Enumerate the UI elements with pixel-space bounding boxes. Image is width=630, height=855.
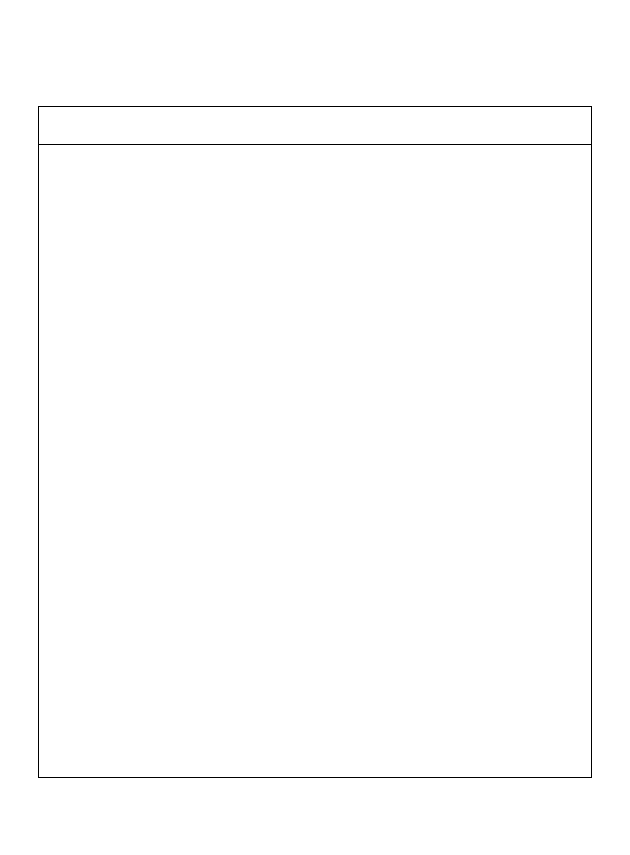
table-header [39,107,591,145]
calibration-table [38,106,592,778]
footnote [39,728,591,740]
